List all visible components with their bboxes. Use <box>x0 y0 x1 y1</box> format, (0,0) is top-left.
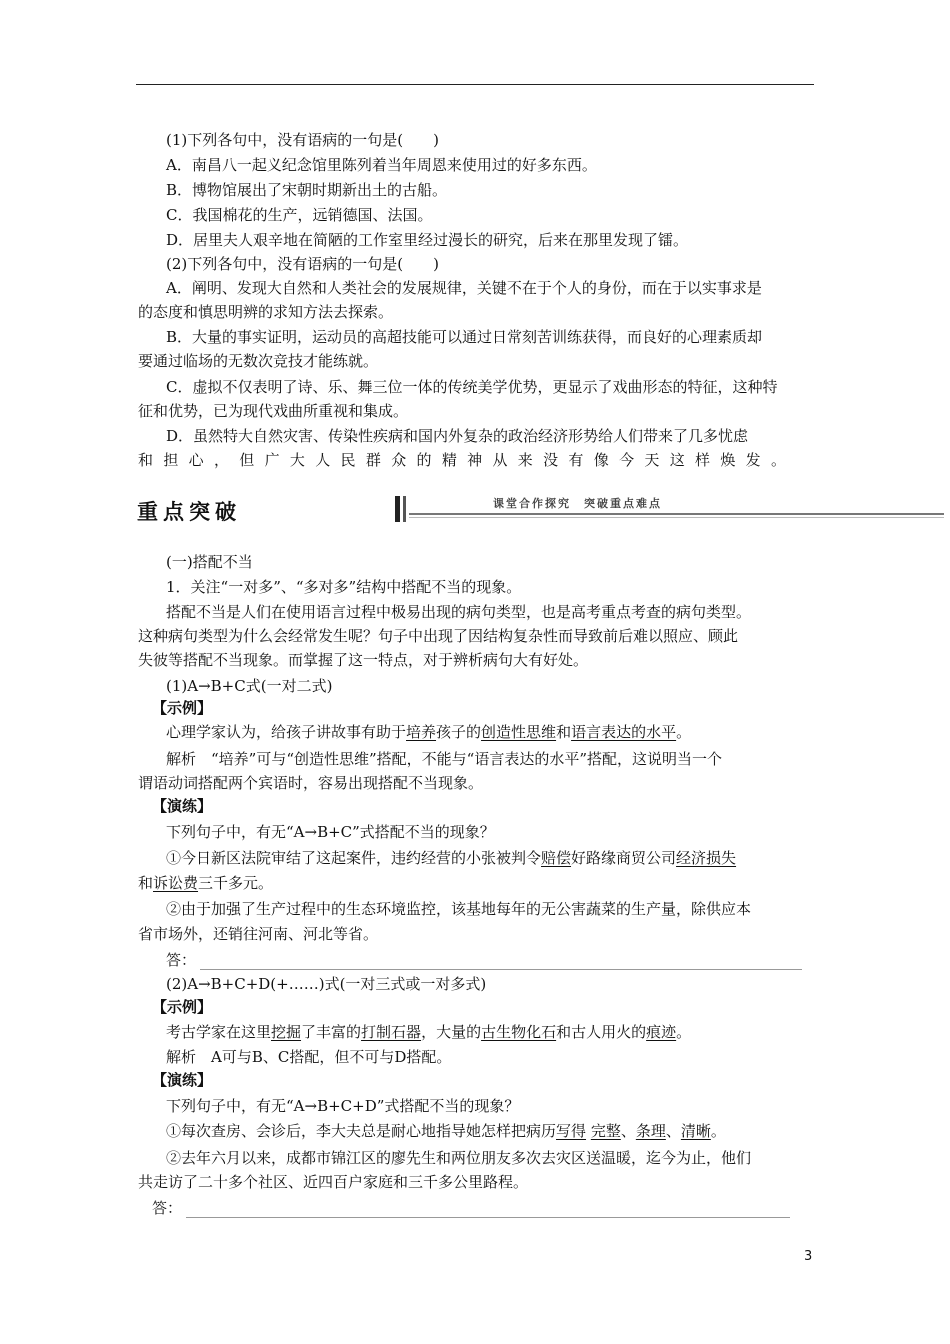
underlined-phrase: 赔偿 <box>541 849 572 867</box>
section-point-1: 1．关注“一对多”、“多对多”结构中搭配不当的现象。 <box>166 578 522 596</box>
underlined-phrase: 培养 <box>406 723 437 741</box>
banner-bar-thin <box>403 496 406 522</box>
part2-title: (2)A→B+C+D(+……)式(一对三式或一对多式) <box>166 975 487 993</box>
q2-option-a-line2: 的态度和慎思明辨的求知方法去探索。 <box>138 303 394 321</box>
part1-analysis-line2: 谓语动词搭配两个宾语时，容易出现搭配不当现象。 <box>138 774 484 792</box>
page-number: 3 <box>804 1249 813 1264</box>
part1-practice-label: 【演练】 <box>152 797 213 815</box>
part2-sentence-2-line2: 共走访了二十多个社区、近四百户家庭和三千多公里路程。 <box>138 1173 529 1191</box>
q2-option-d-line2: 和担心，但广大人民群众的精神从来没有像今天这样焕发。 <box>138 451 786 469</box>
part2-practice-label: 【演练】 <box>152 1071 213 1089</box>
part2-sentence-1: ①每次查房、会诊后，李大夫总是耐心地指导她怎样把病历写得 完整、条理、清晰。 <box>166 1122 726 1140</box>
part1-sentence-1-line2: 和诉讼费三千多元。 <box>138 874 274 892</box>
underlined-phrase: 诉讼费 <box>153 874 199 892</box>
q2-option-b-line1: B．大量的事实证明，运动员的高超技能可以通过日常刻苦训练获得，而良好的心理素质却 <box>166 328 763 346</box>
part1-practice-question: 下列句子中，有无“A→B+C”式搭配不当的现象？ <box>166 823 495 841</box>
underlined-phrase: 痕迹 <box>646 1023 677 1041</box>
part2-answer <box>152 1198 790 1218</box>
part1-title: (1)A→B+C式(一对二式) <box>166 677 333 695</box>
part1-answer <box>166 950 802 970</box>
part2-analysis: 解析 A可与B、C搭配，但不可与D搭配。 <box>166 1048 452 1066</box>
part1-example-sentence: 心理学家认为，给孩子讲故事有助于培养孩子的创造性思维和语言表达的水平。 <box>166 723 692 741</box>
q1-option-d: D．居里夫人艰辛地在简陋的工作室里经过漫长的研究，后来在那里发现了镭。 <box>166 231 689 249</box>
q1-option-a: A．南昌八一起义纪念馆里陈列着当年周恩来使用过的好多东西。 <box>166 156 597 174</box>
part1-sentence-1-line1: ①今日新区法院审结了这起案件，违约经营的小张被判令赔偿好路缘商贸公司经济损失 <box>166 849 737 867</box>
underlined-phrase: 创造性思维 <box>481 723 557 741</box>
answer-label: 答： <box>166 951 197 969</box>
answer-blank <box>200 955 802 970</box>
part2-practice-question: 下列句子中，有无“A→B+C+D”式搭配不当的现象？ <box>166 1097 520 1115</box>
underlined-phrase: 条理 <box>635 1122 666 1140</box>
underlined-phrase: 打制石器 <box>361 1023 422 1041</box>
part1-analysis-line1: 解析 “培养”可与“创造性思维”搭配，不能与“语言表达的水平”搭配，这说明当一个 <box>166 750 723 768</box>
q1-option-b: B．博物馆展出了宋朝时期新出土的古船。 <box>166 181 448 199</box>
banner-rule-light <box>409 517 944 518</box>
q2-option-b-line2: 要通过临场的无数次竞技才能练就。 <box>138 352 379 370</box>
q2-option-c-line1: C．虚拟不仅表明了诗、乐、舞三位一体的传统美学优势，更显示了戏曲形态的特征，这种特 <box>166 378 778 396</box>
section-paragraph-line2: 这种病句类型为什么会经常发生呢？句子中出现了因结构复杂性而导致前后难以照应、顾此 <box>138 627 739 645</box>
banner-title: 重点突破 <box>137 500 241 524</box>
part1-sentence-2-line2: 省市场外，还销往河南、河北等省。 <box>138 925 379 943</box>
underlined-phrase: 语言表达的水平 <box>571 723 677 741</box>
banner-rule <box>409 513 944 515</box>
underlined-phrase: 写得 <box>556 1122 587 1140</box>
answer-blank <box>186 1203 790 1218</box>
part2-example-label: 【示例】 <box>152 998 213 1016</box>
q1-option-c: C．我国棉花的生产，远销德国、法国。 <box>166 206 433 224</box>
q1-stem: (1)下列各句中，没有语病的一句是( ) <box>166 131 439 149</box>
header-rule <box>136 84 814 85</box>
underlined-phrase: 清晰 <box>680 1122 711 1140</box>
q2-option-c-line2: 征和优势，已为现代戏曲所重视和集成。 <box>138 402 409 420</box>
banner-bar <box>395 496 400 522</box>
q2-stem: (2)下列各句中，没有语病的一句是( ) <box>166 255 439 273</box>
q2-option-d-line1: D．虽然特大自然灾害、传染性疾病和国内外复杂的政治经济形势给人们带来了几多忧虑 <box>166 427 749 445</box>
section-paragraph-line1: 搭配不当是人们在使用语言过程中极易出现的病句类型，也是高考重点考查的病句类型。 <box>166 603 752 621</box>
answer-label: 答： <box>152 1199 183 1217</box>
underlined-phrase: 古生物化石 <box>481 1023 557 1041</box>
part1-example-label: 【示例】 <box>152 699 213 717</box>
banner-subtitle: 课堂合作探究 突破重点难点 <box>487 495 668 511</box>
part2-sentence-2-line1: ②去年六月以来，成都市锦江区的廖先生和两位朋友多次去灾区送温暖，迄今为止，他们 <box>166 1149 752 1167</box>
q2-option-a-line1: A．阐明、发现大自然和人类社会的发展规律，关键不在于个人的身份，而在于以实事求是 <box>166 279 762 297</box>
underlined-phrase: 完整 <box>590 1122 621 1140</box>
part2-example-sentence: 考古学家在这里挖掘了丰富的打制石器，大量的古生物化石和古人用火的痕迹。 <box>166 1023 692 1041</box>
underlined-phrase: 挖掘 <box>271 1023 302 1041</box>
section-banner <box>137 494 807 526</box>
section-heading: (一)搭配不当 <box>166 553 253 571</box>
underlined-phrase: 经济损失 <box>676 849 737 867</box>
part1-sentence-2-line1: ②由于加强了生产过程中的生态环境监控，该基地每年的无公害蔬菜的生产量，除供应本 <box>166 900 752 918</box>
section-paragraph-line3: 失彼等搭配不当现象。而掌握了这一特点，对于辨析病句大有好处。 <box>138 651 589 669</box>
